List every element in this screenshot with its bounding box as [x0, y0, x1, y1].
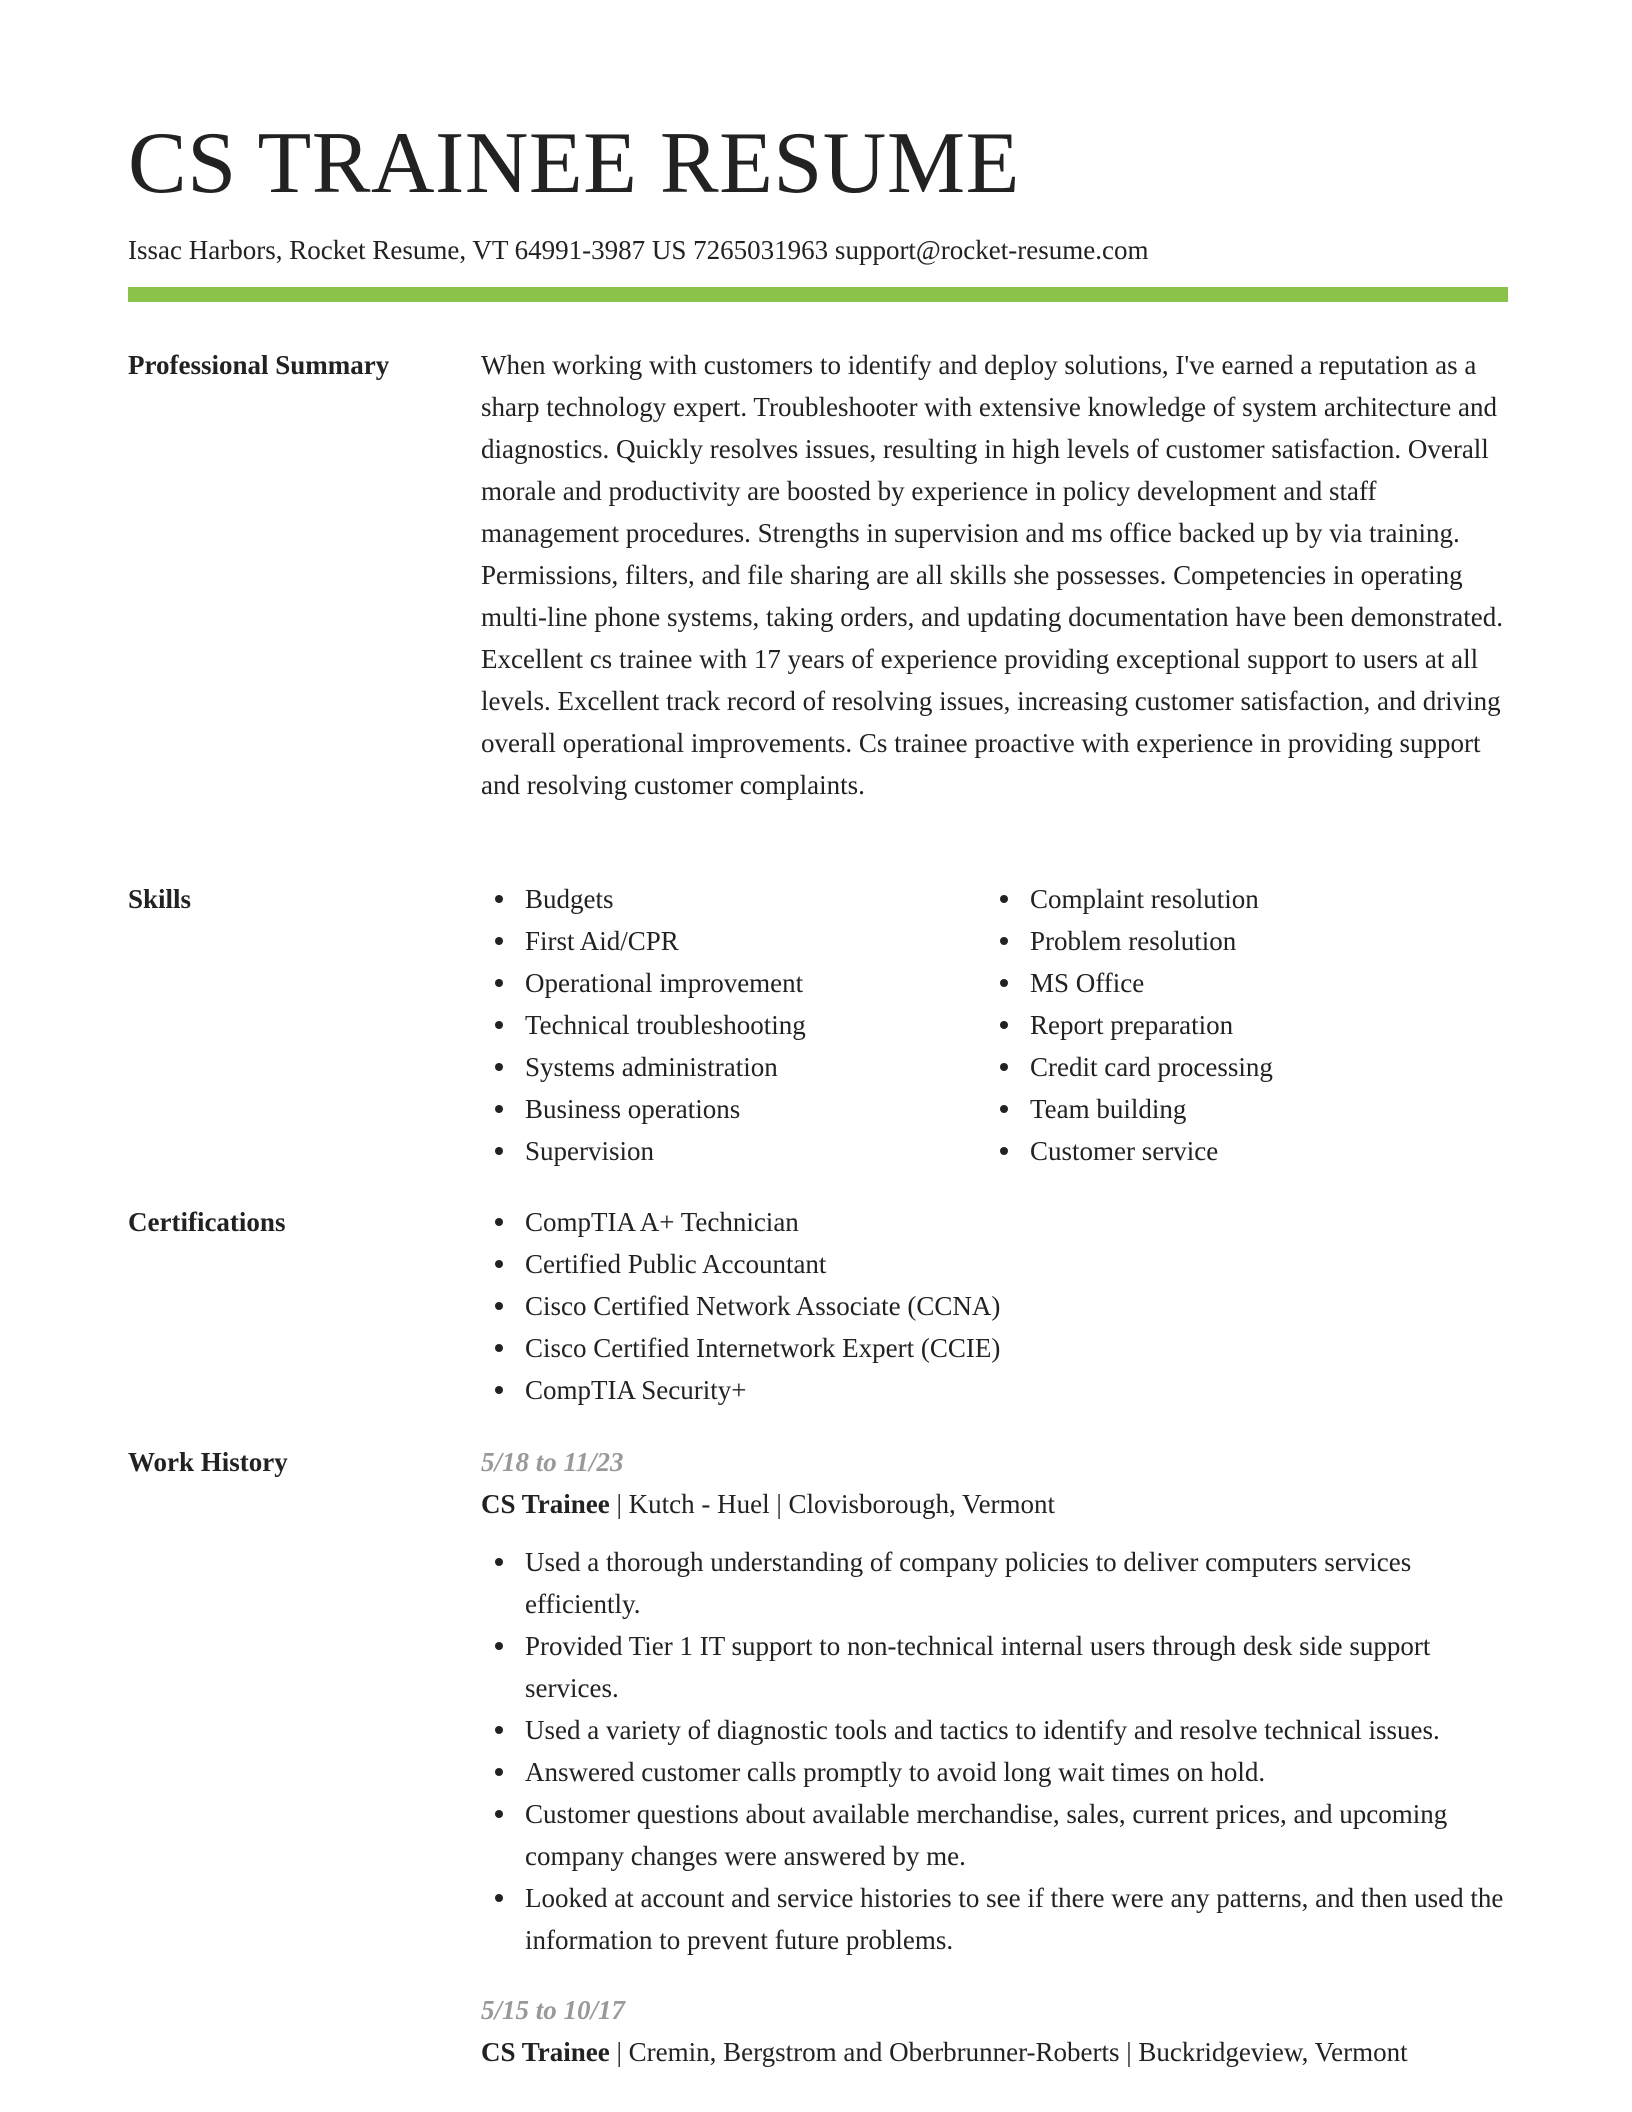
skill-item: Supervision [481, 1130, 986, 1172]
summary-body [481, 344, 1511, 806]
job-title-line [481, 1483, 1511, 1525]
job-bullet: Customer questions about available merchandise, sales, current prices, and upcoming company changes were answered by me. [481, 1793, 1511, 1877]
certification-item: CompTIA A+ Technician [481, 1201, 1511, 1243]
contact-info: Issac Harbors, Rocket Resume, VT 64991-3987 US 7265031963 support@rocket-resume.com [128, 235, 1149, 265]
job-title: CS Trainee [481, 2037, 610, 2067]
accent-divider [128, 287, 1508, 302]
certifications-list [481, 1201, 1511, 1411]
job-bullet: Used a thorough understanding of company policies to deliver computers services efficiently. [481, 1541, 1511, 1625]
job-details: | Cremin, Bergstrom and Oberbrunner-Roberts | Buckridgeview, Vermont [609, 2037, 1408, 2067]
skills-heading: Skills [128, 884, 192, 914]
summary-text: When working with customers to identify and deploy solutions, I've earned a reputation as a sharp technology expert. Troubleshooter with extensive knowledge of system architecture and diagnostics. Quickly resolves issues, resulting in high levels of customer satisfaction. Overall morale and productivity are boosted by experience in policy development and staff management procedures. Strengths in supervision and ms office backed up by via training. Permissions, filters, and file sharing are all skills she possesses. Competencies in operating multi-line phone systems, taking orders, and updating documentation have been demonstrated. Excellent cs trainee with 17 years of experience providing exceptional support to users at all levels. Excellent track record of resolving issues, increasing customer satisfaction, and driving overall operational improvements. Cs trainee proactive with experience in providing support and resolving customer complaints. [481, 350, 1504, 800]
skill-item: Team building [986, 1088, 1491, 1130]
resume-title: CS TRAINEE RESUME [128, 115, 1020, 212]
certification-item: Certified Public Accountant [481, 1243, 1511, 1285]
work-history-heading: Work History [128, 1447, 288, 1477]
job-dates: 5/18 to 11/23 [481, 1447, 624, 1477]
skills-body [481, 878, 1511, 1172]
skill-item: Credit card processing [986, 1046, 1491, 1088]
skill-item: Business operations [481, 1088, 986, 1130]
certifications-body [481, 1201, 1511, 1411]
job-dates: 5/15 to 10/17 [481, 1995, 626, 2025]
certification-item: Cisco Certified Network Associate (CCNA) [481, 1285, 1511, 1327]
job-title: CS Trainee [481, 1489, 610, 1519]
job-bullet: Looked at account and service histories to see if there were any patterns, and then used the information to prevent future problems. [481, 1877, 1511, 1961]
job-bullet: Used a variety of diagnostic tools and tactics to identify and resolve technical issues. [481, 1709, 1511, 1751]
skill-item: Systems administration [481, 1046, 986, 1088]
skill-item: Complaint resolution [986, 878, 1491, 920]
skill-item: Operational improvement [481, 962, 986, 1004]
job-bullet: Answered customer calls promptly to avoid long wait times on hold. [481, 1751, 1511, 1793]
work-history-body [481, 1441, 1511, 2101]
skill-item: Technical troubleshooting [481, 1004, 986, 1046]
job-entry [481, 1441, 1511, 1961]
job-bullets [481, 1541, 1511, 1961]
skills-column-2 [986, 878, 1491, 1172]
job-details: | Kutch - Huel | Clovisborough, Vermont [609, 1489, 1056, 1519]
skill-item: Problem resolution [986, 920, 1491, 962]
skills-column-1 [481, 878, 986, 1172]
job-entry [481, 1989, 1511, 2073]
certification-item: CompTIA Security+ [481, 1369, 1511, 1411]
skill-item: Report preparation [986, 1004, 1491, 1046]
certification-item: Cisco Certified Internetwork Expert (CCIE) [481, 1327, 1511, 1369]
skill-item: Customer service [986, 1130, 1491, 1172]
summary-heading: Professional Summary [128, 350, 390, 380]
skill-item: Budgets [481, 878, 986, 920]
job-bullet: Provided Tier 1 IT support to non-technical internal users through desk side support services. [481, 1625, 1511, 1709]
skill-item: MS Office [986, 962, 1491, 1004]
certifications-heading: Certifications [128, 1207, 286, 1237]
skill-item: First Aid/CPR [481, 920, 986, 962]
job-title-line [481, 2031, 1511, 2073]
